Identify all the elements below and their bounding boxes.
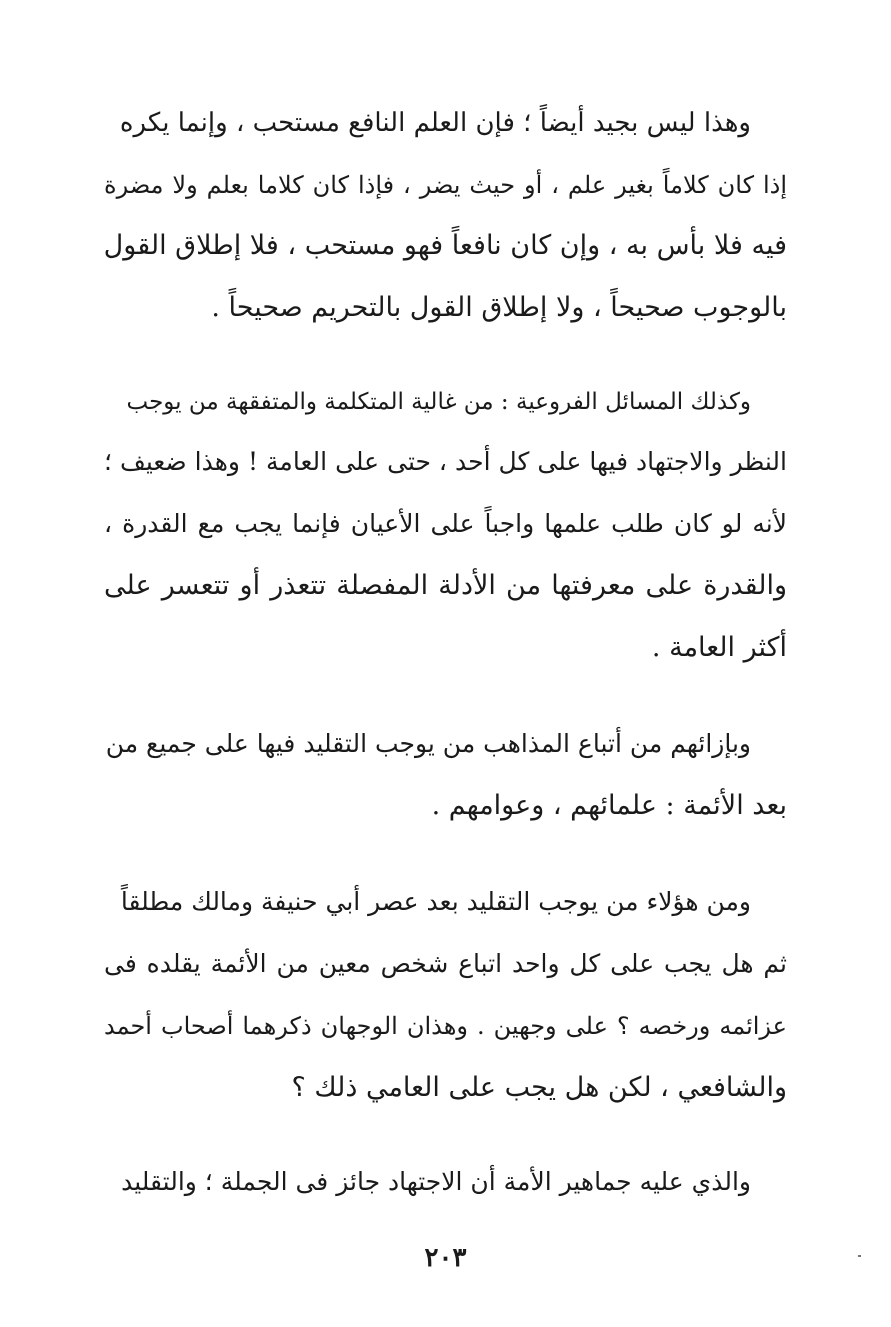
paragraph-2-line-1: وكذلك المسائل الفروعية : من غالية المتكلمة والمتفقهة من يوجب [126, 389, 751, 415]
paragraph-2-line-2: النظر والاجتهاد فيها على كل أحد ، حتى على العامة ! وهذا ضعيف ؛ [104, 447, 787, 476]
paragraph-3-line-2: بعد الأئمة : علمائهم ، وعوامهم . [431, 790, 787, 821]
paragraph-4-line-2: ثم هل يجب على كل واحد اتباع شخص معين من الأئمة يقلده فى [104, 949, 787, 978]
paragraph-5-line-1: والذي عليه جماهير الأمة أن الاجتهاد جائز فى الجملة ؛ والتقليد [121, 1167, 751, 1196]
paragraph-1-line-3: فيه فلا بأس به ، وإن كان نافعاً فهو مستحب ، فلا إطلاق القول [103, 230, 787, 261]
paragraph-2-line-5: أكثر العامة . [651, 632, 787, 663]
paragraph-2-line-3: لأنه لو كان طلب علمها واجباً على الأعيان فإنما يجب مع القدرة ، [104, 509, 787, 538]
scan-speck [858, 1255, 861, 1257]
paragraph-4-line-1: ومن هؤلاء من يوجب التقليد بعد عصر أبي حنيفة ومالك مطلقاً [120, 887, 751, 916]
paragraph-1-line-2: إذا كان كلاماً بغير علم ، أو حيث يضر ، فإذا كان كلاما بعلم ولا مضرة [104, 171, 787, 199]
paragraph-4-line-4: والشافعي ، لكن هل يجب على العامي ذلك ؟ [291, 1072, 787, 1103]
paragraph-4-line-3: عزائمه ورخصه ؟ على وجهين . وهذان الوجهان ذكرهما أصحاب أحمد [104, 1012, 787, 1040]
paragraph-2-line-4: والقدرة على معرفتها من الأدلة المفصلة تتعذر أو تتعسر على [104, 570, 787, 601]
paragraph-1-line-1: وهذا ليس بجيد أيضاً ؛ فإن العلم النافع مستحب ، وإنما يكره [119, 108, 751, 138]
page-number: ٢٠٣ [424, 1243, 467, 1273]
paragraph-1-line-4: بالوجوب صحيحاً ، ولا إطلاق القول بالتحريم صحيحاً . [211, 292, 787, 323]
paragraph-3-line-1: وبإزائهم من أتباع المذاهب من يوجب التقليد فيها على جميع من [105, 729, 751, 758]
